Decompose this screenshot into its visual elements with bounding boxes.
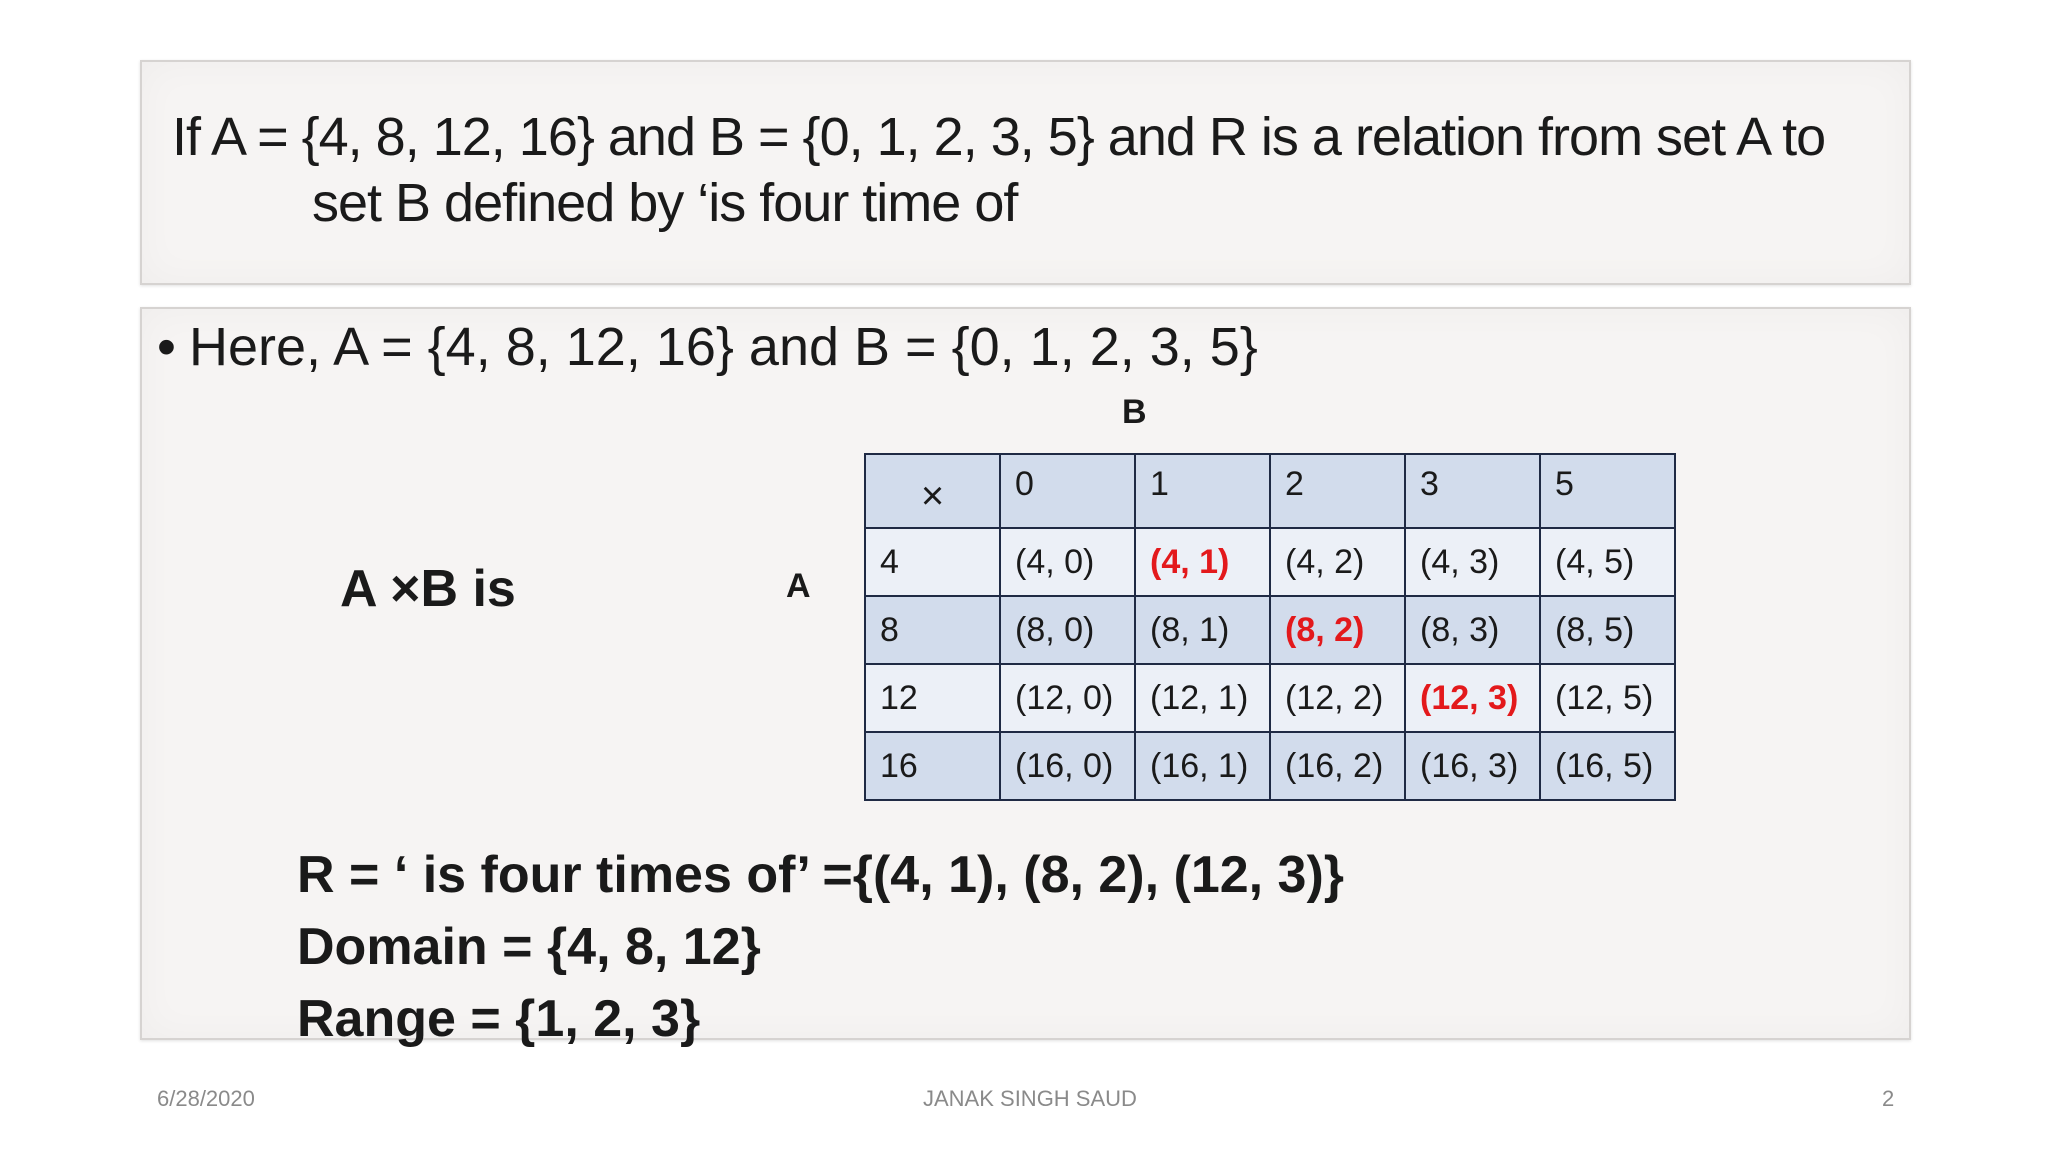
footer-author: JANAK SINGH SAUD <box>923 1086 1137 1111</box>
table-cell: (12, 1) <box>1135 664 1270 732</box>
column-header: 5 <box>1540 454 1675 528</box>
row-header: 16 <box>865 732 1000 800</box>
table-cell: (16, 0) <box>1000 732 1135 800</box>
title-panel <box>140 60 1911 285</box>
set-a-label: A <box>786 567 811 605</box>
table-header-row <box>865 454 1675 528</box>
table-cell: (16, 1) <box>1135 732 1270 800</box>
row-header: 12 <box>865 664 1000 732</box>
times-symbol-cell: × <box>865 454 1000 528</box>
footer-date: 6/28/2020 <box>157 1086 255 1111</box>
relation-line: R = ‘ is four times of’ ={(4, 1), (8, 2), (12, 3)} <box>297 846 1345 904</box>
table-cell: (8, 5) <box>1540 596 1675 664</box>
table-cell: (16, 3) <box>1405 732 1540 800</box>
table-cell: (4, 1) <box>1135 528 1270 596</box>
column-header: 1 <box>1135 454 1270 528</box>
table-cell: (12, 0) <box>1000 664 1135 732</box>
table-cell: (4, 2) <box>1270 528 1405 596</box>
result-block <box>297 839 1344 1055</box>
bullet-marker: • <box>157 317 176 377</box>
table-row <box>865 528 1675 596</box>
table-cell: (16, 5) <box>1540 732 1675 800</box>
domain-line: Domain = {4, 8, 12} <box>297 918 761 976</box>
table-row <box>865 732 1675 800</box>
range-line: Range = {1, 2, 3} <box>297 990 701 1048</box>
cartesian-product-table <box>864 453 1676 801</box>
table-cell: (8, 1) <box>1135 596 1270 664</box>
table-cell: (8, 0) <box>1000 596 1135 664</box>
table-cell: (12, 5) <box>1540 664 1675 732</box>
table-cell: (12, 3) <box>1405 664 1540 732</box>
bullet-item <box>157 314 1258 380</box>
table-cell: (4, 0) <box>1000 528 1135 596</box>
set-b-label: B <box>1122 393 1147 431</box>
row-header: 8 <box>865 596 1000 664</box>
table-cell: (12, 2) <box>1270 664 1405 732</box>
column-header: 2 <box>1270 454 1405 528</box>
slide-title <box>172 104 1892 236</box>
table-cell: (4, 3) <box>1405 528 1540 596</box>
table-cell: (4, 5) <box>1540 528 1675 596</box>
table-row <box>865 664 1675 732</box>
row-header: 4 <box>865 528 1000 596</box>
column-header: 3 <box>1405 454 1540 528</box>
table-row <box>865 596 1675 664</box>
table-cell: (8, 2) <box>1270 596 1405 664</box>
table-cell: (8, 3) <box>1405 596 1540 664</box>
title-line-2: set B defined by ‘is four time of <box>312 173 1018 233</box>
table-cell: (16, 2) <box>1270 732 1405 800</box>
footer-page-number: 2 <box>1882 1086 1895 1111</box>
bullet-text: Here, A = {4, 8, 12, 16} and B = {0, 1, 2, 3, 5} <box>189 317 1258 377</box>
title-line-1: If A = {4, 8, 12, 16} and B = {0, 1, 2, 3, 5} and R is a relation from set A to <box>172 107 1826 167</box>
content-panel <box>140 307 1911 1048</box>
cartesian-product-label: A ×B is <box>340 560 516 618</box>
column-header: 0 <box>1000 454 1135 528</box>
